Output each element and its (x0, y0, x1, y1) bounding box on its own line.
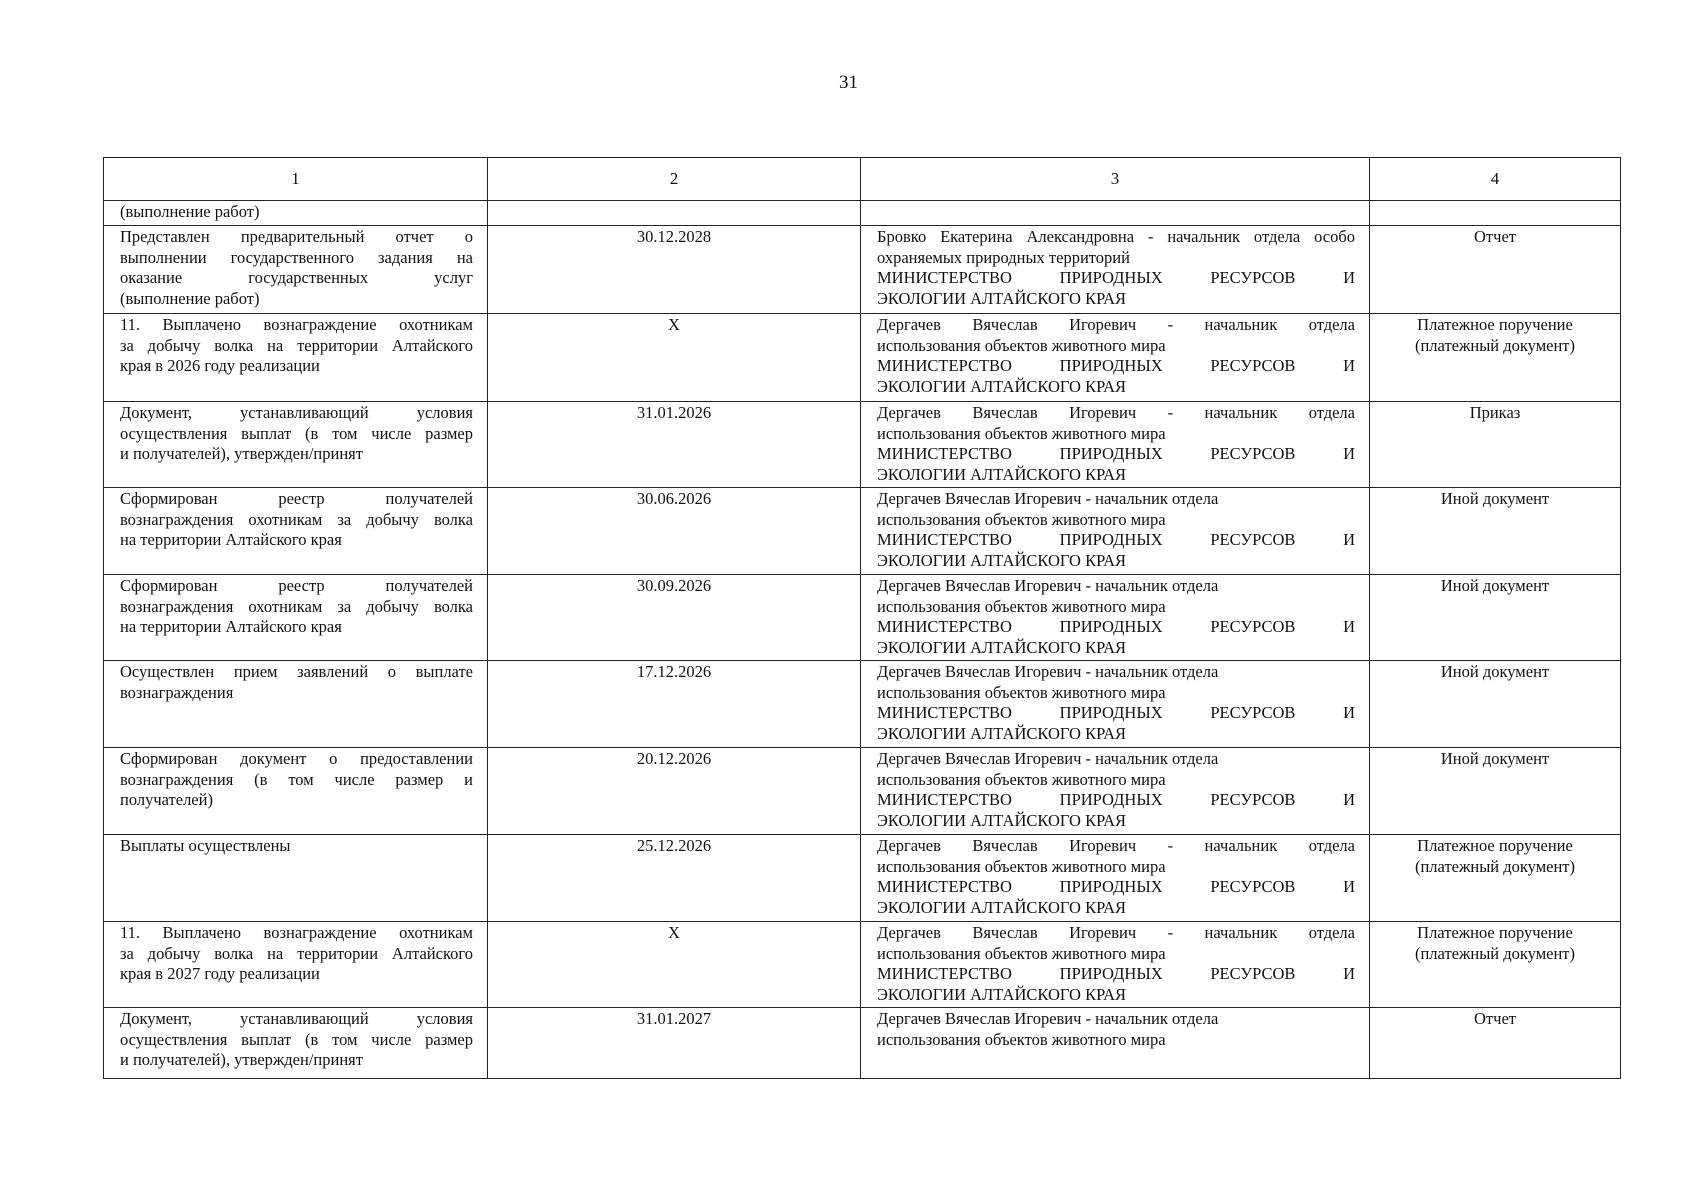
responsible-line: ЭКОЛОГИИ АЛТАЙСКОГО КРАЯ (877, 376, 1127, 396)
responsible-line: ЭКОЛОГИИ АЛТАЙСКОГО КРАЯ (877, 550, 1127, 570)
responsible-line: использования объектов животного мира (877, 1029, 1166, 1049)
responsible-line: использования объектов животного мира (877, 769, 1166, 789)
date-cell (488, 835, 861, 922)
responsible-line: ЭКОЛОГИИ АЛТАЙСКОГО КРАЯ (877, 984, 1127, 1004)
date-cell (488, 488, 861, 575)
document-type-cell (1370, 922, 1621, 1008)
table-row (104, 201, 1621, 226)
event-line: на территории Алтайского края (120, 617, 342, 636)
responsible-line: МИНИСТЕРСТВО ПРИРОДНЫХ РЕСУРСОВ И (877, 530, 1355, 549)
document-type-cell (1370, 661, 1621, 748)
responsible-line: ЭКОЛОГИИ АЛТАЙСКОГО КРАЯ (877, 288, 1127, 308)
table-row (104, 661, 1621, 748)
event-line: края в 2027 году реализации (120, 964, 320, 983)
event-cell (104, 661, 488, 748)
document-type-line: (платежный документ) (1414, 943, 1576, 963)
date-cell (488, 661, 861, 748)
event-line: вознаграждения (в том числе размер и (120, 769, 473, 789)
date-cell (488, 922, 861, 1008)
responsible-line: Дергачев Вячеслав Игоревич - начальник отдела (877, 836, 1355, 855)
event-line: Представлен предварительный отчет о (120, 227, 473, 246)
date-cell (488, 314, 861, 402)
table-row (104, 575, 1621, 661)
event-cell (104, 402, 488, 488)
responsible-line: Дергачев Вячеслав Игоревич - начальник отдела (877, 489, 1219, 508)
event-line: вознаграждения охотникам за добычу волка (120, 596, 473, 616)
event-cell (104, 835, 488, 922)
event-cell (104, 1008, 488, 1079)
event-cell (104, 575, 488, 661)
table-row (104, 748, 1621, 835)
responsible-line: Бровко Екатерина Александровна - начальник отдела особо (877, 227, 1355, 246)
table-row (104, 314, 1621, 402)
event-line: Документ, устанавливающий условия (120, 403, 473, 422)
date-value: 31.01.2027 (636, 1009, 712, 1028)
event-line: Осуществлен прием заявлений о выплате (120, 662, 473, 681)
event-line: Сформирован реестр получателей (120, 489, 473, 508)
responsible-line: использования объектов животного мира (877, 682, 1166, 702)
document-type-line: Иной документ (1440, 489, 1550, 508)
document-type-line: Отчет (1474, 227, 1516, 246)
document-type-line: Приказ (1469, 403, 1521, 422)
responsible-line: использования объектов животного мира (877, 856, 1166, 876)
responsible-line: использования объектов животного мира (877, 509, 1166, 529)
table-header-row (104, 158, 1621, 201)
table-body (104, 201, 1621, 1079)
responsible-line: ЭКОЛОГИИ АЛТАЙСКОГО КРАЯ (877, 464, 1127, 484)
responsible-line: МИНИСТЕРСТВО ПРИРОДНЫХ РЕСУРСОВ И (877, 617, 1355, 636)
responsible-line: МИНИСТЕРСТВО ПРИРОДНЫХ РЕСУРСОВ И (877, 703, 1355, 722)
responsible-cell (861, 748, 1370, 835)
document-type-line: Платежное поручение (1417, 923, 1573, 942)
document-type-cell (1370, 201, 1621, 226)
event-cell (104, 922, 488, 1008)
event-line: получателей) (120, 790, 213, 809)
event-cell (104, 201, 488, 226)
responsible-line: МИНИСТЕРСТВО ПРИРОДНЫХ РЕСУРСОВ И (877, 877, 1355, 896)
date-cell (488, 748, 861, 835)
responsible-cell (861, 314, 1370, 402)
event-line: за добычу волка на территории Алтайского (120, 943, 473, 963)
document-type-cell (1370, 1008, 1621, 1079)
date-cell (488, 575, 861, 661)
table-row (104, 226, 1621, 314)
table-row (104, 922, 1621, 1008)
event-line: (выполнение работ) (120, 288, 260, 308)
responsible-line: Дергачев Вячеслав Игоревич - начальник отдела (877, 403, 1355, 422)
document-type-line: Платежное поручение (1417, 836, 1573, 855)
event-cell (104, 314, 488, 402)
responsible-cell (861, 402, 1370, 488)
table-row (104, 835, 1621, 922)
date-value: 30.09.2026 (636, 576, 712, 595)
document-type-cell (1370, 488, 1621, 575)
document-type-cell (1370, 575, 1621, 661)
event-line: выполнении государственного задания на (120, 247, 473, 267)
date-cell (488, 402, 861, 488)
event-cell (104, 226, 488, 314)
responsible-line: МИНИСТЕРСТВО ПРИРОДНЫХ РЕСУРСОВ И (877, 356, 1355, 375)
column-header: 4 (1370, 158, 1621, 201)
responsible-line: использования объектов животного мира (877, 423, 1166, 443)
date-value: X (668, 315, 680, 334)
event-line: вознаграждения охотникам за добычу волка (120, 509, 473, 529)
responsible-cell (861, 488, 1370, 575)
event-line: осуществления выплат (в том числе размер (120, 423, 473, 443)
event-line: на территории Алтайского края (120, 530, 342, 549)
event-cell (104, 748, 488, 835)
event-line: 11. Выплачено вознаграждение охотникам (120, 923, 473, 942)
column-header: 2 (488, 158, 861, 201)
table-row (104, 488, 1621, 575)
document-type-line: Отчет (1474, 1009, 1516, 1028)
responsible-cell (861, 835, 1370, 922)
event-line: и получателей), утвержден/принят (120, 1050, 363, 1069)
responsible-line: Дергачев Вячеслав Игоревич - начальник отдела (877, 1009, 1219, 1028)
event-line: Выплаты осуществлены (120, 836, 291, 855)
document-type-cell (1370, 314, 1621, 402)
event-line: (выполнение работ) (120, 202, 260, 221)
responsible-line: использования объектов животного мира (877, 335, 1166, 355)
date-value: 30.06.2026 (636, 489, 712, 508)
event-line: оказание государственных услуг (120, 268, 473, 287)
responsible-line: Дергачев Вячеслав Игоревич - начальник отдела (877, 662, 1219, 681)
table-row (104, 1008, 1621, 1079)
event-line: 11. Выплачено вознаграждение охотникам (120, 315, 473, 334)
responsible-cell (861, 661, 1370, 748)
responsible-line: Дергачев Вячеслав Игоревич - начальник отдела (877, 576, 1219, 595)
responsible-line: использования объектов животного мира (877, 596, 1166, 616)
document-type-line: Иной документ (1440, 662, 1550, 681)
responsible-line: МИНИСТЕРСТВО ПРИРОДНЫХ РЕСУРСОВ И (877, 268, 1355, 287)
document-type-cell (1370, 226, 1621, 314)
responsible-line: использования объектов животного мира (877, 943, 1166, 963)
responsible-line: МИНИСТЕРСТВО ПРИРОДНЫХ РЕСУРСОВ И (877, 444, 1355, 463)
date-value: 30.12.2028 (636, 227, 712, 246)
responsible-line: охраняемых природных территорий (877, 247, 1130, 267)
event-line: вознаграждения (120, 682, 234, 702)
event-line: за добычу волка на территории Алтайского (120, 335, 473, 355)
document-type-line: (платежный документ) (1414, 335, 1576, 355)
event-line: Документ, устанавливающий условия (120, 1009, 473, 1028)
responsible-cell (861, 575, 1370, 661)
event-line: края в 2026 году реализации (120, 356, 320, 375)
event-line: осуществления выплат (в том числе размер (120, 1029, 473, 1049)
responsible-cell (861, 201, 1370, 226)
document-type-line: Платежное поручение (1417, 315, 1573, 334)
event-line: и получателей), утвержден/принят (120, 444, 363, 463)
date-value: 31.01.2026 (636, 403, 712, 422)
responsible-line: ЭКОЛОГИИ АЛТАЙСКОГО КРАЯ (877, 637, 1127, 657)
responsible-line: ЭКОЛОГИИ АЛТАЙСКОГО КРАЯ (877, 810, 1127, 830)
event-line: Сформирован реестр получателей (120, 576, 473, 595)
document-type-line: Иной документ (1440, 749, 1550, 768)
responsible-cell (861, 922, 1370, 1008)
date-value: 20.12.2026 (636, 749, 712, 768)
document-type-cell (1370, 835, 1621, 922)
responsible-line: Дергачев Вячеслав Игоревич - начальник отдела (877, 315, 1355, 334)
table-row (104, 402, 1621, 488)
responsible-line: Дергачев Вячеслав Игоревич - начальник отдела (877, 749, 1219, 768)
document-type-cell (1370, 402, 1621, 488)
column-header: 3 (861, 158, 1370, 201)
responsible-line: Дергачев Вячеслав Игоревич - начальник отдела (877, 923, 1355, 942)
responsible-cell (861, 1008, 1370, 1079)
document-type-cell (1370, 748, 1621, 835)
responsible-line: ЭКОЛОГИИ АЛТАЙСКОГО КРАЯ (877, 897, 1127, 917)
date-cell (488, 1008, 861, 1079)
date-value: 25.12.2026 (636, 836, 712, 855)
column-header: 1 (104, 158, 488, 201)
responsible-line: ЭКОЛОГИИ АЛТАЙСКОГО КРАЯ (877, 723, 1127, 743)
plan-table (103, 157, 1621, 1079)
event-cell (104, 488, 488, 575)
responsible-line: МИНИСТЕРСТВО ПРИРОДНЫХ РЕСУРСОВ И (877, 790, 1355, 809)
date-value: 17.12.2026 (636, 662, 712, 681)
date-value: X (668, 923, 680, 942)
document-type-line: (платежный документ) (1414, 856, 1576, 876)
document-type-line: Иной документ (1440, 576, 1550, 595)
date-cell (488, 201, 861, 226)
page-number: 31 (839, 72, 858, 93)
date-cell (488, 226, 861, 314)
event-line: Сформирован документ о предоставлении (120, 749, 473, 768)
responsible-cell (861, 226, 1370, 314)
responsible-line: МИНИСТЕРСТВО ПРИРОДНЫХ РЕСУРСОВ И (877, 964, 1355, 983)
